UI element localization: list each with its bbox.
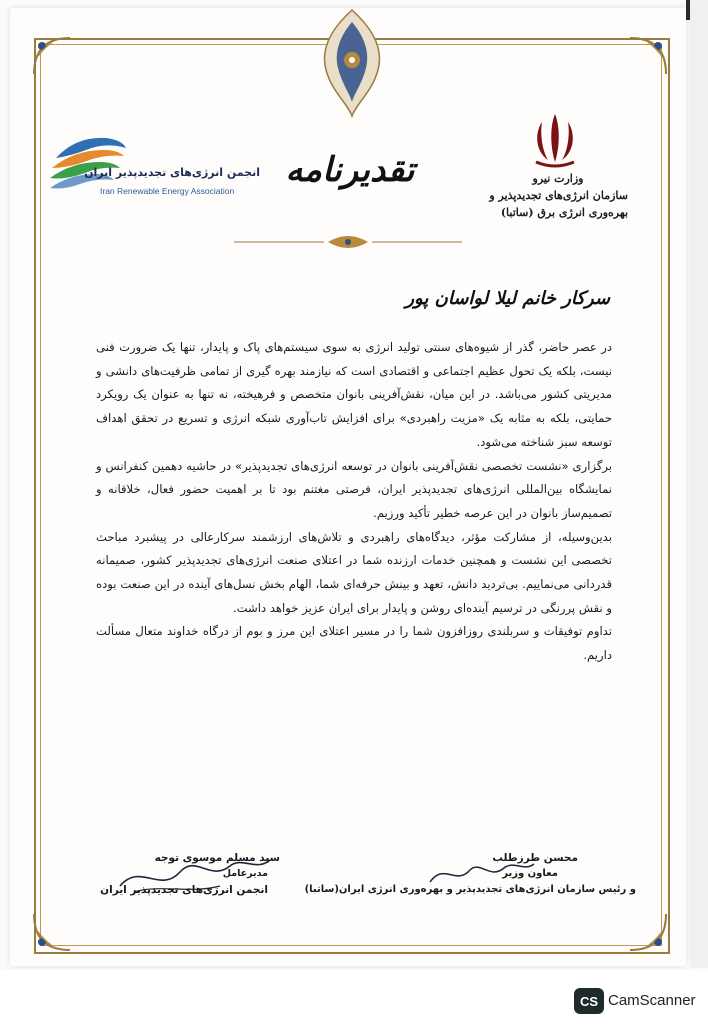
association-name-english: Iran Renewable Energy Association [100,186,235,196]
body-paragraph: برگزاری «نشست تخصصی نقش‌آفرینی بانوان در توسعه انرژی‌های تجدیدپذیر» در حاشیه دهمین کنفرانس و نمایشگاه بین‌المللی انرژی‌های تجدیدپذیر ایران، فرصتی مغتنم بود تا بر اهمیت حضور فعال، خلاقانه و تصمیم‌ساز بانوان در این عرصه خطیر تأکید ورزیم. [96,458,612,520]
scan-edge-strip [690,0,708,968]
recipient-name: سرکار خانم لیلا لواسان پور [405,288,610,309]
corner-ornament-bottom-left [30,910,74,954]
body-paragraph: تداوم توفیقات و سربلندی روزافزون شما را در مسیر اعتلای این مرز و بوم از درگاه خداوند متعال مسألت داریم. [96,624,612,663]
certificate-title: تقدیرنامه [285,150,415,190]
right-signatory-organization: و رئیس سازمان انرژی‌های تجدیدپذیر و بهره‌وری انرژی ایران(ساتبا) [304,884,636,895]
body-paragraph: در عصر حاضر، گذر از شیوه‌های سنتی تولید انرژی به سوی سیستم‌های پاک و پایدار، تنها یک ضرورت فنی نیست، بلکه یک تحول عظیم اجتماعی و اقتصادی است که نیازمند بهره گیری از تمامی ظرفیت‌های دانشی و مدیریتی کشور می‌باشد. در این میان، نقش‌آفرینی بانوان متخصص و فرهیخته، نه تنها به عنوان یک رویکرد حمایتی، بلکه به مثابه یک «مزیت راهبردی» برای افزایش تاب‌آوری شبکه انرژی و تسریع در تحقق اهداف توسعه سبز شناخته می‌شود. [96,340,612,449]
ministry-name: وزارت نیرو [532,172,584,185]
organization-line-1: سازمان انرژی‌های تجدیدپذیر و [489,189,628,202]
camscanner-logo-icon: CS [574,988,604,1014]
corner-ornament-bottom-right [626,910,670,954]
left-signatory-name: سید مسلم موسوی توجه [154,852,280,864]
ministry-emblem-icon [528,110,582,170]
scan-edge-mark [686,0,690,20]
association-name-persian: انجمن انرژی‌های تجدیدپذیر ایران [84,166,260,179]
left-signatory-title: مدیرعامل [222,868,268,879]
right-signatory-title: معاون وزیر [502,868,558,879]
corner-ornament-top-left [30,34,74,78]
title-divider-ornament [228,232,468,252]
certificate-body [96,336,612,668]
ministry-header [488,170,628,221]
body-paragraph: بدین‌وسیله، از مشارکت مؤثر، دیدگاه‌های راهبردی و تلاش‌های ارزشمند سرکارعالی در پیشبرد مباحث تخصصی این نشست و همچنین خدمات ارزنده شما در اعتلای صنعت انرژی‌های تجدیدپذیر کشور، صمیمانه قدردانی می‌نماییم. بی‌تردید دانش، تعهد و بینش حرفه‌ای شما، الهام بخش نسل‌های آینده در این صنعت بوده و نقش پررنگی در ترسیم آینده‌ای روشن و پایدار برای ایران عزیز خواهد داشت. [96,529,612,615]
camscanner-label: CamScanner [608,992,696,1009]
left-signatory-organization: انجمن انرژی‌های تجدیدپذیر ایران [100,884,268,896]
top-ornament [312,8,392,118]
organization-line-2: بهره‌وری انرژی برق (ساتبا) [500,206,628,219]
corner-ornament-top-right [626,34,670,78]
right-signatory-name: محسن طرزطلب [492,852,578,864]
